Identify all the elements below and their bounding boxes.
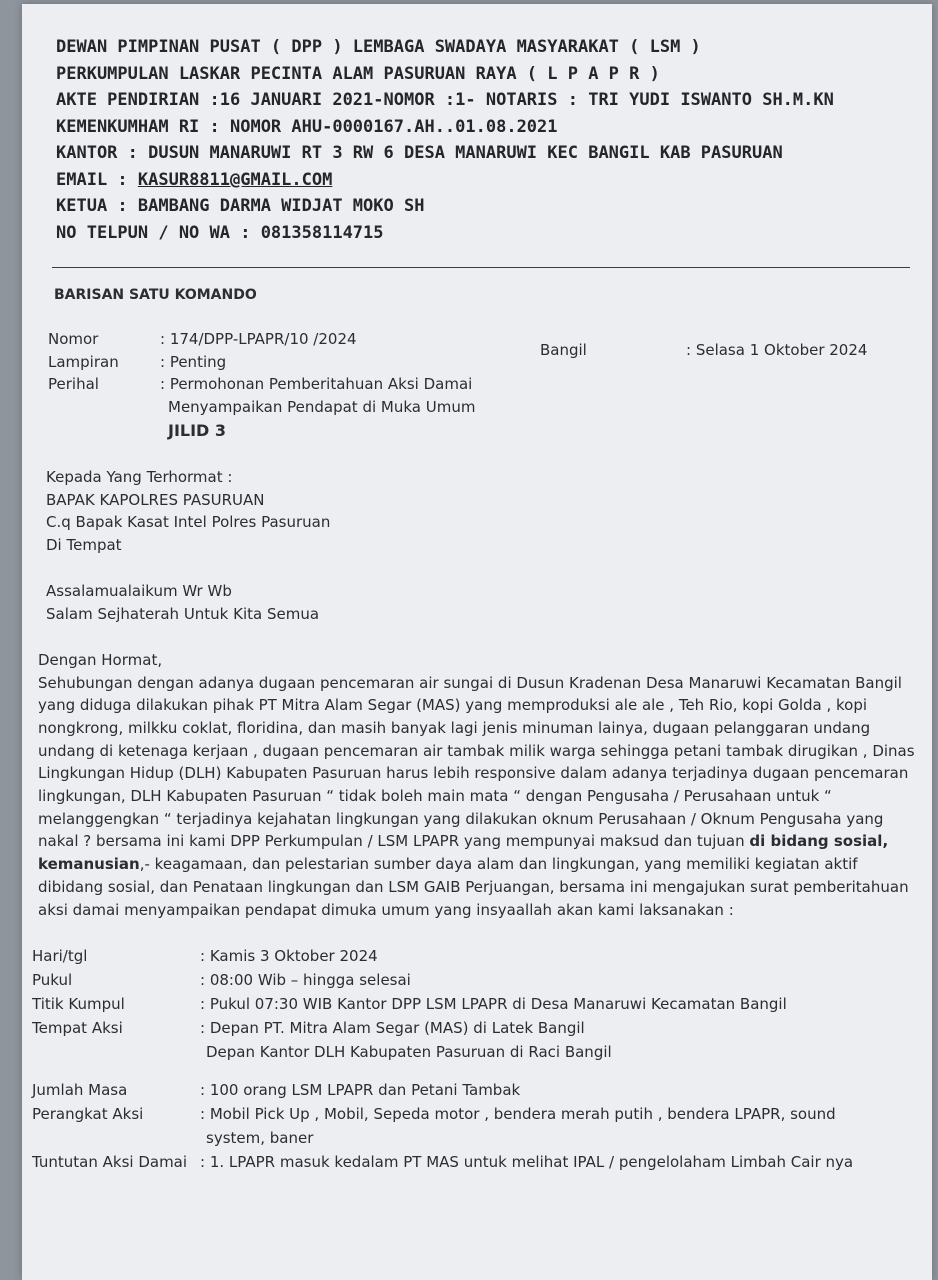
- letterhead-org-line: DEWAN PIMPINAN PUSAT ( DPP ) LEMBAGA SWADAYA MASYARAKAT ( LSM ): [56, 37, 701, 57]
- detail-value: : 100 orang LSM LPAPR dan Petani Tambak: [200, 1081, 521, 1099]
- detail-label: Hari/tgl: [32, 947, 88, 965]
- letter-page: [22, 4, 932, 1280]
- letterhead-association-line: PERKUMPULAN LASKAR PECINTA ALAM PASURUAN RAYA ( L P A P R ): [56, 63, 660, 84]
- letterhead-chairman-line: KETUA : BAMBANG DARMA WIDJAT MOKO SH: [56, 196, 425, 216]
- letterhead-email-line: [56, 167, 912, 194]
- lampiran-value: : Penting: [160, 352, 227, 371]
- action-details: [32, 944, 912, 1174]
- detail-row-location: [32, 1016, 912, 1040]
- detail-value: : Depan PT. Mitra Alam Segar (MAS) di Latek Bangil: [200, 1019, 585, 1037]
- detail-value: : Pukul 07:30 WIB Kantor DPP LSM LPAPR di Desa Manaruwi Kecamatan Bangil: [200, 995, 787, 1013]
- detail-label: Pukul: [32, 971, 73, 989]
- detail-label: Titik Kumpul: [32, 995, 125, 1013]
- letter-date: : Selasa 1 Oktober 2024: [686, 341, 868, 359]
- addressee-line: Di Tempat: [46, 535, 122, 554]
- perihal-value-continued: Menyampaikan Pendapat di Muka Umum: [168, 397, 476, 416]
- perihal-row: [48, 373, 908, 396]
- body-text-part1: Sehubungan dengan adanya dugaan pencemaran air sungai di Dusun Kradenan Desa Manaruwi Kecamatan Bangil yang diduga dilakukan pihak PT Mitra Alam Segar (MAS) yang memproduksi ale ale , Teh Rio, kopi Golda , kopi nongkrong, milkku coklat, floridina, dan masih banyak lagi jenis minuman lainya, dugaan pelanggaran undang undang di ketenaga kerjaan , dugaan pencemaran air tambak milik warga sehingga petani tambak dirugikan , Dinas Lingkungan Hidup (DLH) Kabupaten Pasuruan harus lebih responsive dalam adanya terjadinya dugaan pencemaran lingkungan, DLH Kabupaten Pasuruan “ tidak boleh main mata “ dengan Pengusaha / Perusahaan untuk “ melanggengkan “ terjadinya kejahatan lingkungan yang dilakukan oknum Perusahaan / Oknum Pengusaha yang nakal ? bersama ini kami DPP Perkumpulan / LSM LPAPR yang mempunyai maksud dan tujuan: [38, 673, 915, 851]
- detail-value: : 08:00 Wib – hingga selesai: [200, 971, 411, 989]
- addressee-block: [46, 466, 916, 556]
- body-paragraph: [38, 672, 916, 922]
- detail-value: : Mobil Pick Up , Mobil, Sepeda motor , bendera merah putih , bendera LPAPR, sound: [200, 1105, 836, 1123]
- email-label: EMAIL :: [56, 169, 138, 190]
- detail-value: system, baner: [206, 1129, 314, 1147]
- body-block: [38, 649, 916, 921]
- volume-label: JILID 3: [168, 421, 227, 440]
- nomor-value: : 174/DPP-LPAPR/10 /2024: [160, 330, 357, 348]
- body-text-bold: di bidang sosial, kemanusian: [38, 832, 889, 874]
- nomor-label: Nomor: [48, 330, 99, 348]
- detail-row-demands: [32, 1150, 912, 1174]
- motto: BARISAN SATU KOMANDO: [54, 287, 257, 303]
- lampiran-label: Lampiran: [48, 352, 119, 371]
- detail-label: Jumlah Masa: [32, 1081, 128, 1099]
- detail-label: Perangkat Aksi: [32, 1105, 144, 1123]
- body-text-part2: ,- keagamaan, dan pelestarian sumber daya alam dan lingkungan, yang memiliki kegiatan aktif dibidang sosial, dan Penataan lingkungan dan LSM GAIB Perjuangan, bersama ini mengajukan surat pemberitahuan aksi damai menyampaikan pendapat dimuka umum yang insyaallah akan kami laksanakan :: [38, 855, 909, 919]
- detail-row-equipment-continued: [32, 1126, 912, 1150]
- detail-row-location-continued: [32, 1040, 912, 1064]
- letterhead-phone-line: NO TELPUN / NO WA : 081358114715: [56, 222, 384, 243]
- detail-row-participants: [32, 1078, 912, 1102]
- greeting-line: Salam Sejhaterah Untuk Kita Semua: [46, 604, 320, 623]
- greeting-line: Assalamualaikum Wr Wb: [46, 582, 232, 600]
- letterhead-deed-line: AKTE PENDIRIAN :16 JANUARI 2021-NOMOR :1- NOTARIS : TRI YUDI ISWANTO SH.M.KN: [56, 90, 834, 110]
- detail-label: Tempat Aksi: [32, 1019, 123, 1037]
- greeting-block: [46, 580, 916, 625]
- detail-row-time: [32, 968, 912, 992]
- detail-row-gathering-point: [32, 992, 912, 1016]
- detail-value: : Kamis 3 Oktober 2024: [200, 947, 378, 965]
- perihal-label: Perihal: [48, 375, 99, 393]
- salutation: Dengan Hormat,: [38, 651, 163, 669]
- detail-value: Depan Kantor DLH Kabupaten Pasuruan di Raci Bangil: [206, 1043, 612, 1061]
- email-link[interactable]: KASUR8811@GMAIL.COM: [137, 169, 333, 190]
- letterhead-office-line: KANTOR : DUSUN MANARUWI RT 3 RW 6 DESA MANARUWI KEC BANGIL KAB PASURUAN: [56, 143, 783, 163]
- letterhead: [56, 34, 912, 246]
- addressee-line: C.q Bapak Kasat Intel Polres Pasuruan: [46, 513, 331, 531]
- detail-row-date: [32, 944, 912, 968]
- letterhead-ministry-line: KEMENKUMHAM RI : NOMOR AHU-0000167.AH..01.08.2021: [56, 116, 558, 137]
- detail-row-equipment: [32, 1102, 912, 1126]
- addressee-line: Kepada Yang Terhormat :: [46, 468, 233, 486]
- perihal-value: : Permohonan Pemberitahuan Aksi Damai: [160, 375, 473, 393]
- detail-label: Tuntutan Aksi Damai: [32, 1153, 188, 1171]
- letter-place: Bangil: [540, 341, 587, 359]
- addressee-line: BAPAK KAPOLRES PASURUAN: [46, 490, 265, 509]
- letterhead-divider: [52, 267, 910, 268]
- detail-value: : 1. LPAPR masuk kedalam PT MAS untuk melihat IPAL / pengelolaham Limbah Cair nya: [200, 1153, 854, 1171]
